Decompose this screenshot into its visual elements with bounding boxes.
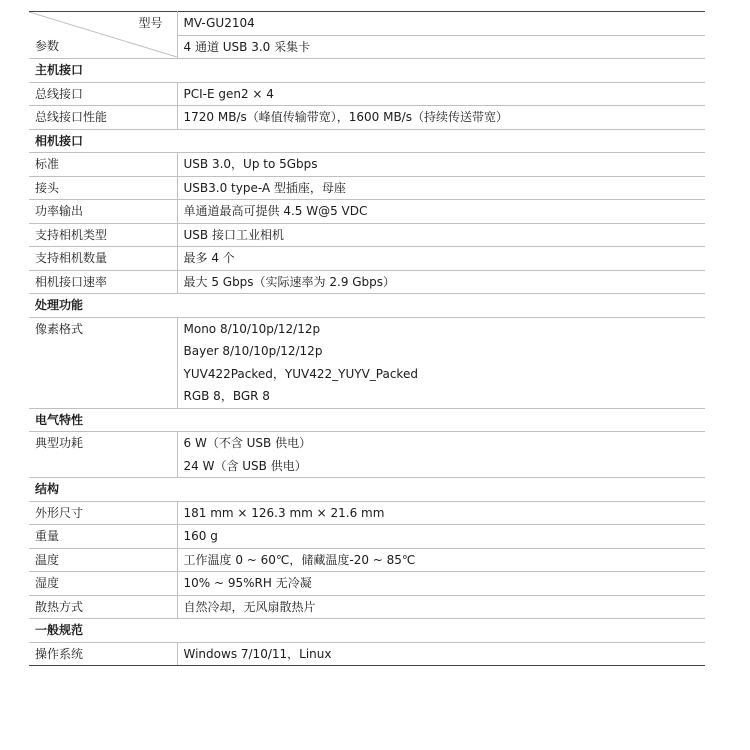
row-value: 工作温度 0 ~ 60℃，储藏温度-20 ~ 85℃ [177, 548, 705, 572]
section-electrical [29, 408, 705, 432]
model-desc: 4 通道 USB 3.0 采集卡 [177, 35, 705, 59]
model-label: 型号 [138, 16, 163, 30]
table-row [29, 572, 705, 596]
row-key: 像素格式 [29, 317, 177, 408]
power-line: 24 W（含 USB 供电） [183, 458, 307, 473]
table-row [29, 548, 705, 572]
pixel-format-line: RGB 8，BGR 8 [183, 389, 270, 403]
row-key: 标准 [29, 153, 177, 177]
section-host [29, 59, 705, 83]
row-key: 支持相机数量 [29, 247, 177, 271]
row-key: 操作系统 [29, 642, 177, 666]
model-value: MV-GU2104 [177, 12, 705, 36]
table-row [29, 247, 705, 271]
row-key: 湿度 [29, 572, 177, 596]
row-value: USB 接口工业相机 [177, 223, 705, 247]
power-line: 6 W（不含 USB 供电） [183, 436, 312, 450]
row-value-multiline [177, 317, 705, 408]
row-value: 最多 4 个 [177, 247, 705, 271]
section-camera [29, 129, 705, 153]
row-value: 10% ~ 95%RH 无冷凝 [177, 572, 705, 596]
pixel-format-line: Bayer 8/10/10p/12/12p [183, 344, 323, 358]
row-value: USB3.0 type-A 型插座，母座 [177, 176, 705, 200]
row-key: 接头 [29, 176, 177, 200]
row-key: 散热方式 [29, 595, 177, 619]
row-key: 支持相机类型 [29, 223, 177, 247]
row-key: 典型功耗 [29, 432, 177, 478]
section-general [29, 619, 705, 643]
header-key-cell [29, 12, 177, 59]
section-title: 一般规范 [29, 619, 705, 643]
table-row [29, 82, 705, 106]
table-row [29, 432, 705, 478]
row-key: 重量 [29, 525, 177, 549]
pixel-format-line: Mono 8/10/10p/12/12p [183, 321, 321, 336]
header-row [29, 12, 705, 36]
table-row [29, 223, 705, 247]
row-value: 自然冷却，无风扇散热片 [177, 595, 705, 619]
section-title: 相机接口 [29, 129, 705, 153]
row-value: 单通道最高可提供 4.5 W@5 VDC [177, 200, 705, 224]
table-row [29, 525, 705, 549]
spec-table [29, 11, 705, 666]
section-title: 主机接口 [29, 59, 705, 83]
row-key: 功率输出 [29, 200, 177, 224]
param-label: 参数 [35, 38, 60, 53]
row-key: 总线接口 [29, 82, 177, 106]
row-value: Windows 7/10/11，Linux [177, 642, 705, 666]
row-key: 总线接口性能 [29, 106, 177, 130]
table-row [29, 176, 705, 200]
section-title: 结构 [29, 478, 705, 502]
section-title: 电气特性 [29, 408, 705, 432]
section-title: 处理功能 [29, 294, 705, 318]
row-value: 1720 MB/s（峰值传输带宽），1600 MB/s（持续传送带宽） [177, 106, 705, 130]
table-row [29, 595, 705, 619]
section-structure [29, 478, 705, 502]
table-row [29, 317, 705, 408]
pixel-format-line: YUV422Packed，YUV422_YUYV_Packed [183, 366, 418, 381]
table-row [29, 270, 705, 294]
table-row [29, 153, 705, 177]
row-value: 最大 5 Gbps（实际速率为 2.9 Gbps） [177, 270, 705, 294]
row-value-multiline [177, 432, 705, 478]
row-value: USB 3.0，Up to 5Gbps [177, 153, 705, 177]
table-row [29, 642, 705, 666]
row-key: 外形尺寸 [29, 501, 177, 525]
section-processing [29, 294, 705, 318]
row-key: 温度 [29, 548, 177, 572]
table-row [29, 106, 705, 130]
table-row [29, 501, 705, 525]
row-key: 相机接口速率 [29, 270, 177, 294]
row-value: 181 mm × 126.3 mm × 21.6 mm [177, 501, 705, 525]
row-value: 160 g [177, 525, 705, 549]
row-value: PCI-E gen2 × 4 [177, 82, 705, 106]
table-row [29, 200, 705, 224]
